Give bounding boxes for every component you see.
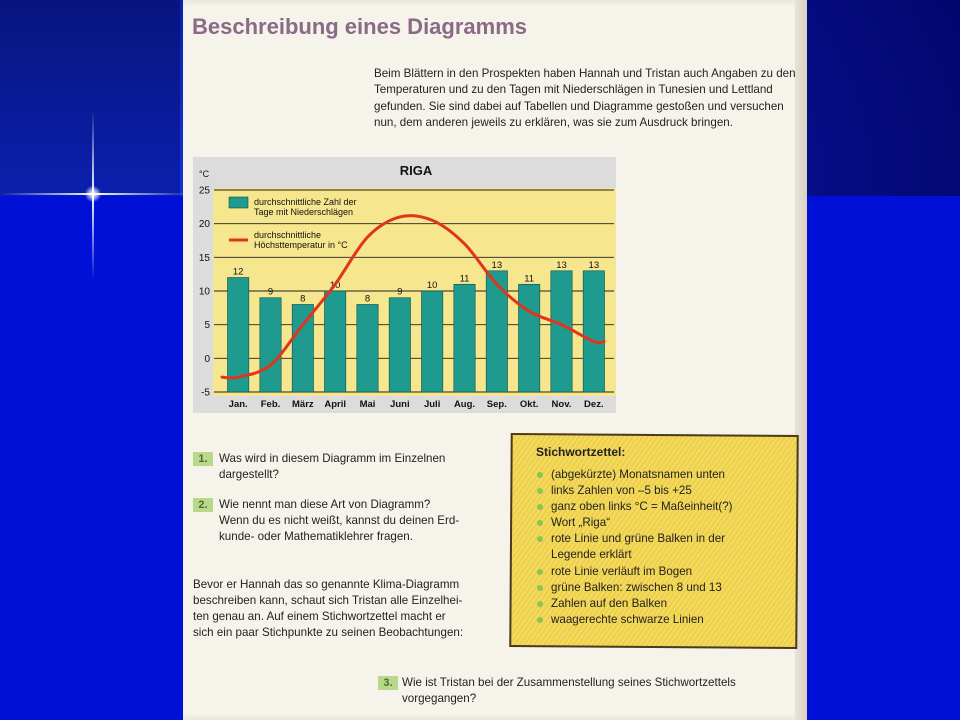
note-item [537, 564, 733, 580]
bar-value-label: 13 [491, 259, 503, 271]
note-card-title: Stichwortzettel: [536, 445, 626, 459]
x-tick-label: Mai [359, 399, 376, 410]
legend-bar-label: durchschnittliche Zahl der [254, 197, 357, 207]
task-2-line: kunde- oder Mathematiklehrer fragen. [219, 530, 413, 543]
bar-value-label: 13 [588, 259, 600, 271]
note-item [537, 483, 733, 499]
bullet-icon [537, 504, 543, 510]
bar-value-label: 13 [556, 259, 567, 271]
note-item [537, 547, 733, 563]
bullet-icon [537, 488, 543, 494]
y-tick-label: -5 [201, 387, 210, 399]
note-card-list [537, 467, 733, 628]
slide-background-corner [0, 0, 180, 196]
task-3-text [402, 675, 787, 707]
note-item-text: Legende erklärt [551, 548, 632, 562]
body-line: ten genau an. Auf einem Stichwortzettel macht er [193, 610, 446, 623]
task-1-line: Was wird in diesem Diagramm im Einzelnen [219, 452, 446, 465]
task-3-line: vorgegangen? [402, 692, 477, 705]
note-item [537, 499, 733, 515]
legend-line-label: Höchsttemperatur in °C [254, 240, 348, 250]
body-line: beschreiben kann, schaut sich Tristan alle Einzelhei- [193, 594, 463, 607]
bullet-icon [537, 617, 543, 623]
bar-value-label: 12 [232, 266, 244, 278]
task-2-line: Wie nennt man diese Art von Diagramm? [219, 498, 431, 511]
y-tick-label: 5 [204, 320, 210, 332]
body-paragraph [193, 577, 493, 641]
note-item [537, 467, 733, 483]
bar-value-label: 8 [364, 293, 371, 305]
x-tick-label: Sep. [486, 399, 507, 410]
chart-plot-area [213, 188, 616, 396]
note-item [537, 531, 733, 547]
x-tick-label: April [324, 399, 346, 410]
task-1-text [219, 451, 499, 483]
note-item-text: Wort „Riga“ [551, 516, 611, 530]
x-tick-label: Aug. [453, 399, 476, 410]
note-item-text: rote Linie und grüne Balken in der [551, 532, 726, 546]
note-item-text: waagerechte schwarze Linien [551, 612, 704, 626]
bar-value-label: 10 [426, 280, 438, 291]
bar-value-label: 11 [459, 273, 470, 285]
bullet-icon [537, 472, 543, 478]
note-item-text: rote Linie verläuft im Bogen [551, 564, 693, 578]
y-tick-label: 25 [198, 185, 210, 197]
note-item-text: ganz oben links °C = Maßeinheit(?) [551, 500, 733, 514]
x-tick-label: Juni [390, 399, 410, 410]
bar-value-label: 9 [267, 286, 274, 298]
chart-unit-label: °C [199, 169, 210, 179]
note-item-text: grüne Balken: zwischen 8 und 13 [551, 580, 722, 594]
note-item-text: (abgekürzte) Monatsnamen unten [551, 468, 726, 481]
y-tick-label: 15 [198, 252, 210, 264]
task-1-number: 1. [193, 452, 213, 466]
bar-value-label: 8 [300, 293, 306, 305]
y-tick-label: 20 [198, 219, 210, 231]
chart-title: RIGA [399, 163, 433, 178]
bullet-icon [537, 585, 543, 591]
legend-line-label: durchschnittliche [254, 230, 322, 240]
bar-value-label: 10 [329, 280, 341, 291]
note-item [537, 580, 733, 596]
note-item [537, 612, 733, 628]
bullet-icon [537, 601, 543, 607]
page-title: Beschreibung eines Diagramms [192, 14, 528, 39]
body-line: Bevor er Hannah das so genannte Klima-Diagramm [193, 578, 460, 591]
x-tick-label: März [292, 399, 314, 410]
task-3-line: Wie ist Tristan bei der Zusammenstellung seines Stichwortzettels [402, 676, 736, 689]
bar-value-label: 11 [524, 273, 535, 285]
x-tick-label: Okt. [519, 399, 539, 410]
x-tick-label: Jan. [228, 399, 248, 410]
x-tick-label: Dez. [584, 399, 604, 410]
x-tick-label: Nov. [551, 399, 572, 410]
body-line: sich ein paar Stichpunkte zu seinen Beobachtungen: [193, 626, 464, 639]
note-item [537, 515, 733, 531]
x-tick-label: Juli [423, 399, 441, 410]
bullet-icon [537, 520, 543, 526]
y-tick-label: 0 [204, 353, 210, 365]
legend-bar-label: Tage mit Niederschlägen [254, 207, 354, 217]
task-3-number: 3. [378, 676, 398, 690]
bar-value-label: 9 [397, 286, 403, 298]
note-item-text: Zahlen auf den Balken [551, 596, 668, 610]
star-flare-icon [84, 186, 102, 202]
task-2-line: Wenn du es nicht weißt, kannst du deinen Erd- [219, 514, 460, 527]
bullet-icon [537, 536, 543, 542]
bullet-icon [537, 569, 543, 575]
task-2-number: 2. [193, 498, 213, 512]
note-item-text: links Zahlen von –5 bis +25 [551, 484, 692, 498]
task-1-line: dargestellt? [219, 468, 279, 481]
task-2-text [219, 497, 509, 545]
x-tick-label: Feb. [260, 399, 281, 410]
note-item [537, 596, 733, 612]
intro-paragraph: Beim Blättern in den Prospekten haben Hannah und Tristan auch Angaben zu den Temperaturen und zu den Tagen mit Niederschlägen in Tunesien und Lettland gefunden. Sie sind dabei auf Tabellen und Diagramme gestoßen und versuchen nun, dem anderen jeweils zu erklären, was sie zum Ausdruck bringen. [374, 67, 796, 130]
y-tick-label: 10 [198, 286, 210, 298]
